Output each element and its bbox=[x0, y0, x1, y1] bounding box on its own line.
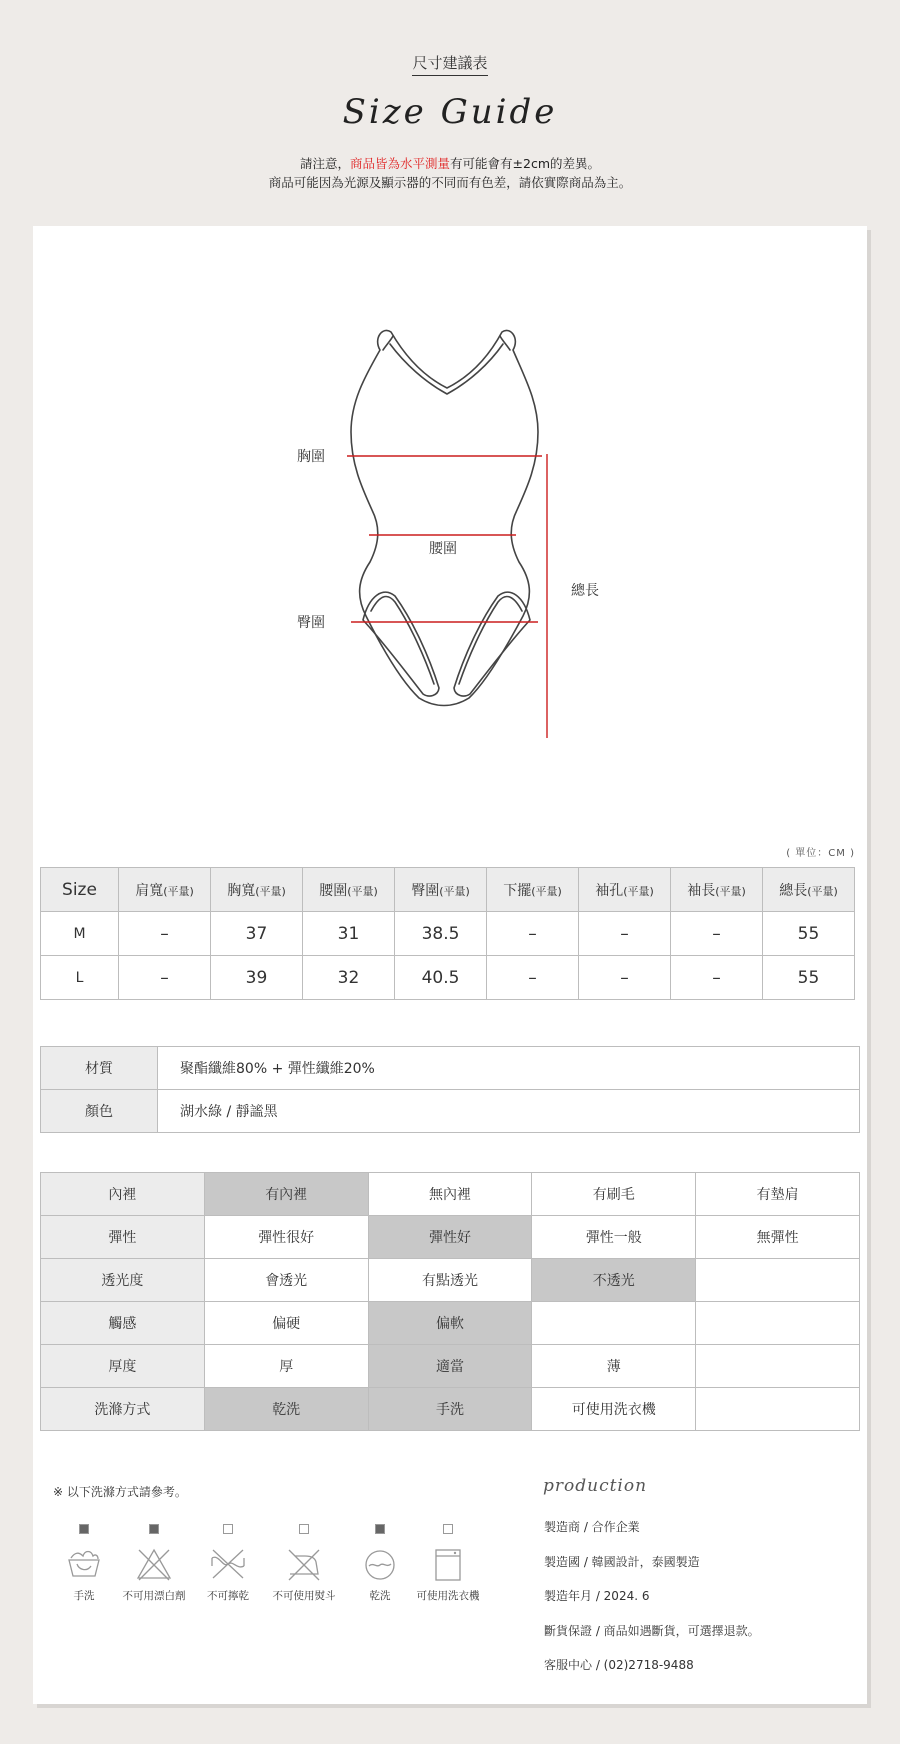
feature-label: 內裡 bbox=[41, 1173, 205, 1216]
value-cell: – bbox=[579, 956, 671, 1000]
feature-row bbox=[41, 1388, 860, 1431]
production-title: production bbox=[543, 1476, 648, 1496]
column-header bbox=[763, 868, 855, 912]
value-cell: – bbox=[119, 912, 211, 956]
column-header-note: (平量) bbox=[623, 884, 654, 898]
care-symbols bbox=[47, 1524, 480, 1624]
material-row bbox=[41, 1090, 860, 1133]
feature-option-selected: 偏軟 bbox=[368, 1302, 532, 1345]
production-line: 斷貨保證 / 商品如遇斷貨，可選擇退款。 bbox=[544, 1623, 760, 1638]
feature-option: 薄 bbox=[532, 1345, 696, 1388]
care-item bbox=[47, 1524, 121, 1603]
size-table-header bbox=[41, 868, 855, 912]
care-checkbox bbox=[299, 1524, 309, 1534]
feature-row bbox=[41, 1345, 860, 1388]
column-header-note: (平量) bbox=[531, 884, 562, 898]
feature-option bbox=[696, 1302, 860, 1345]
feature-option: 無內裡 bbox=[368, 1173, 532, 1216]
hip-label: 臀圍 bbox=[297, 615, 325, 631]
bust-label: 胸圍 bbox=[297, 449, 325, 465]
table-row bbox=[41, 956, 855, 1000]
feature-option-selected: 彈性好 bbox=[368, 1216, 532, 1259]
material-label: 材質 bbox=[41, 1047, 158, 1090]
column-header-note: (平量) bbox=[439, 884, 470, 898]
value-cell: – bbox=[579, 912, 671, 956]
swimsuit-diagram bbox=[33, 226, 867, 786]
feature-option: 有點透光 bbox=[368, 1259, 532, 1302]
hand-wash-icon bbox=[65, 1546, 103, 1584]
value-cell: – bbox=[119, 956, 211, 1000]
column-header bbox=[211, 868, 303, 912]
feature-row bbox=[41, 1259, 860, 1302]
care-item bbox=[343, 1524, 417, 1603]
feature-option-selected: 手洗 bbox=[368, 1388, 532, 1431]
strap-right-trim bbox=[500, 336, 510, 350]
column-header bbox=[303, 868, 395, 912]
features-table bbox=[40, 1172, 860, 1431]
washing-machine-icon bbox=[429, 1546, 467, 1584]
column-header-note: (平量) bbox=[163, 884, 194, 898]
feature-option bbox=[696, 1388, 860, 1431]
dry-clean-icon bbox=[361, 1546, 399, 1584]
column-header bbox=[119, 868, 211, 912]
feature-label: 彈性 bbox=[41, 1216, 205, 1259]
care-label: 乾洗 bbox=[369, 1590, 391, 1602]
feature-option-selected: 有內裡 bbox=[204, 1173, 368, 1216]
size-guide-kicker: 尺寸建議表 bbox=[0, 52, 900, 73]
feature-label: 洗滌方式 bbox=[41, 1388, 205, 1431]
notice-text: 請注意， bbox=[299, 156, 350, 171]
value-cell: 55 bbox=[763, 956, 855, 1000]
feature-option-selected: 乾洗 bbox=[204, 1388, 368, 1431]
care-label: 不可用漂白劑 bbox=[122, 1590, 186, 1602]
size-table-body bbox=[41, 912, 855, 1000]
feature-option: 有墊肩 bbox=[696, 1173, 860, 1216]
material-value: 聚酯纖維80% + 彈性纖維20% bbox=[158, 1047, 860, 1090]
unit-note: ( 單位：CM ) bbox=[786, 848, 855, 859]
care-item bbox=[117, 1524, 191, 1603]
feature-option: 無彈性 bbox=[696, 1216, 860, 1259]
value-cell: 37 bbox=[211, 912, 303, 956]
column-header bbox=[579, 868, 671, 912]
material-label: 顏色 bbox=[41, 1090, 158, 1133]
feature-option: 彈性很好 bbox=[204, 1216, 368, 1259]
column-header-name: 胸寬 bbox=[227, 882, 256, 899]
size-cell: M bbox=[41, 912, 119, 956]
column-header-name: 腰圍 bbox=[319, 882, 348, 899]
swimsuit-illustration bbox=[33, 226, 867, 786]
material-value: 湖水綠 / 靜謐黑 bbox=[158, 1090, 860, 1133]
care-checkbox bbox=[443, 1524, 453, 1534]
no-wring-icon bbox=[209, 1546, 247, 1584]
notice-text-2: 有可能會有±2cm的差異。 bbox=[450, 156, 600, 171]
column-header-note: (平量) bbox=[715, 884, 746, 898]
feature-row bbox=[41, 1216, 860, 1259]
feature-row bbox=[41, 1173, 860, 1216]
neckline-trim bbox=[390, 344, 503, 394]
column-header bbox=[671, 868, 763, 912]
material-table bbox=[40, 1046, 860, 1133]
size-table bbox=[40, 867, 855, 1000]
value-cell: 32 bbox=[303, 956, 395, 1000]
leg-opening-left bbox=[363, 592, 439, 696]
feature-option-selected: 適當 bbox=[368, 1345, 532, 1388]
production-line: 客服中心 / (02)2718-9488 bbox=[544, 1658, 694, 1672]
column-header-note: (平量) bbox=[255, 884, 286, 898]
care-item bbox=[267, 1524, 341, 1603]
column-header-note: (平量) bbox=[347, 884, 378, 898]
feature-option bbox=[696, 1259, 860, 1302]
feature-row bbox=[41, 1302, 860, 1345]
measurement-notice bbox=[0, 154, 900, 192]
feature-option: 偏硬 bbox=[204, 1302, 368, 1345]
feature-label: 觸感 bbox=[41, 1302, 205, 1345]
feature-label: 厚度 bbox=[41, 1345, 205, 1388]
length-label: 總長 bbox=[571, 583, 599, 599]
material-row bbox=[41, 1047, 860, 1090]
feature-option: 可使用洗衣機 bbox=[532, 1388, 696, 1431]
column-header-name: 下擺 bbox=[503, 882, 532, 899]
value-cell: 40.5 bbox=[395, 956, 487, 1000]
care-checkbox bbox=[375, 1524, 385, 1534]
strap-left-trim bbox=[383, 336, 393, 350]
production-line: 製造國 / 韓國設計，泰國製造 bbox=[544, 1554, 700, 1569]
feature-option: 會透光 bbox=[204, 1259, 368, 1302]
size-guide-card bbox=[33, 226, 867, 1704]
care-item bbox=[411, 1524, 485, 1603]
waist-label: 腰圍 bbox=[429, 541, 457, 557]
value-cell: 31 bbox=[303, 912, 395, 956]
care-checkbox bbox=[223, 1524, 233, 1534]
swimsuit-outline bbox=[351, 330, 538, 705]
value-cell: – bbox=[671, 956, 763, 1000]
care-label: 可使用洗衣機 bbox=[416, 1590, 480, 1602]
care-note: ※ 以下洗滌方式請參考。 bbox=[53, 1485, 187, 1499]
column-header-name: 肩寬 bbox=[135, 882, 164, 899]
no-bleach-icon bbox=[135, 1546, 173, 1584]
column-header-name: 總長 bbox=[779, 882, 808, 899]
value-cell: – bbox=[671, 912, 763, 956]
column-header-name: 臀圍 bbox=[411, 882, 440, 899]
no-iron-icon bbox=[285, 1546, 323, 1584]
value-cell: – bbox=[487, 912, 579, 956]
notice-highlight: 商品皆為水平測量 bbox=[350, 156, 451, 171]
value-cell: 38.5 bbox=[395, 912, 487, 956]
care-label: 手洗 bbox=[73, 1590, 95, 1602]
care-label: 不可使用熨斗 bbox=[272, 1590, 336, 1602]
production-line: 製造年月 / 2024. 6 bbox=[544, 1589, 650, 1603]
column-header bbox=[487, 868, 579, 912]
care-checkbox bbox=[79, 1524, 89, 1534]
care-label: 不可擰乾 bbox=[207, 1590, 249, 1602]
feature-option: 有刷毛 bbox=[532, 1173, 696, 1216]
value-cell: – bbox=[487, 956, 579, 1000]
feature-option bbox=[532, 1302, 696, 1345]
notice-line-2: 商品可能因為光源及顯示器的不同而有色差，請依實際商品為主。 bbox=[268, 175, 632, 190]
column-header-name: 袖孔 bbox=[595, 882, 624, 899]
size-cell: L bbox=[41, 956, 119, 1000]
column-header bbox=[395, 868, 487, 912]
table-row bbox=[41, 912, 855, 956]
value-cell: 39 bbox=[211, 956, 303, 1000]
leg-opening-right bbox=[454, 592, 530, 696]
size-header: Size bbox=[41, 868, 119, 912]
care-checkbox bbox=[149, 1524, 159, 1534]
feature-option: 厚 bbox=[204, 1345, 368, 1388]
feature-option-selected: 不透光 bbox=[532, 1259, 696, 1302]
value-cell: 55 bbox=[763, 912, 855, 956]
column-header-name: 袖長 bbox=[687, 882, 716, 899]
feature-label: 透光度 bbox=[41, 1259, 205, 1302]
column-header-note: (平量) bbox=[807, 884, 838, 898]
feature-option: 彈性一般 bbox=[532, 1216, 696, 1259]
care-item bbox=[191, 1524, 265, 1603]
production-line: 製造商 / 合作企業 bbox=[544, 1520, 640, 1534]
page-title: Size Guide bbox=[342, 92, 558, 132]
feature-option bbox=[696, 1345, 860, 1388]
